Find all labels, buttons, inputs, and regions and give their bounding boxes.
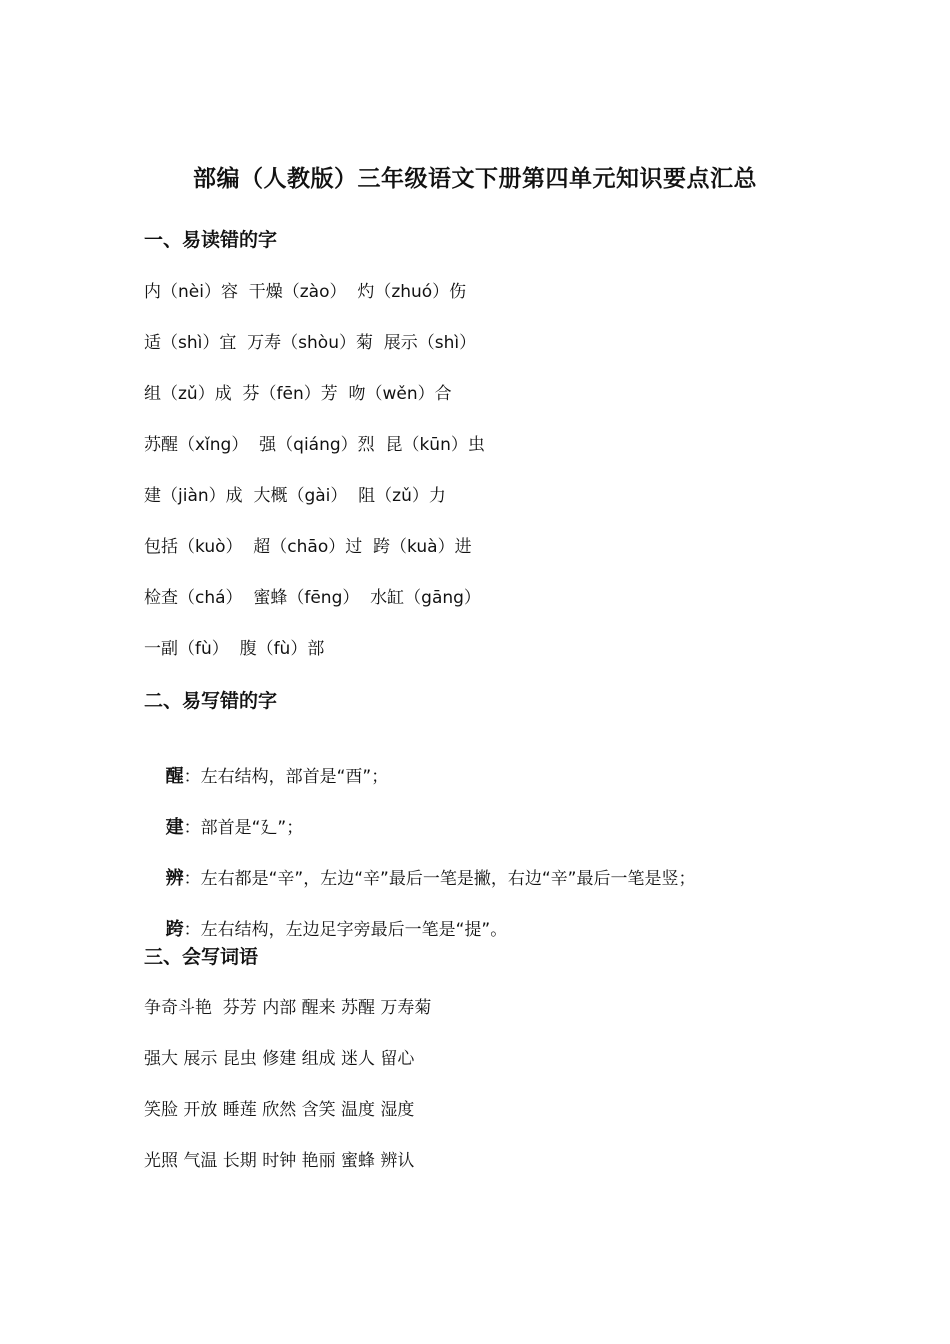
char-desc: ：左右结构，部首是“酉”； — [183, 767, 389, 787]
pinyin-line: 建（jiàn）成 大概（gài） 阻（zǔ）力 — [144, 486, 446, 506]
page-title: 部编（人教版）三年级语文下册第四单元知识要点汇总 — [193, 166, 757, 192]
char-desc: ：部首是“廴”； — [183, 818, 304, 838]
pinyin-line: 内（nèi）容 干燥（zào） 灼（zhuó）伤 — [144, 282, 467, 302]
pinyin-line: 一副（fù） 腹（fù）部 — [144, 639, 325, 659]
char-term: 醒 — [165, 766, 184, 787]
pinyin-line: 组（zǔ）成 芬（fēn）芳 吻（wěn）合 — [144, 384, 452, 404]
char-term: 跨 — [165, 919, 184, 940]
char-desc: ：左右结构，左边足字旁最后一笔是“提”。 — [183, 920, 508, 940]
pinyin-line: 适（shì）宜 万寿（shòu）菊 展示（shì） — [144, 333, 477, 353]
vocab-line: 强大 展示 昆虫 修建 组成 迷人 留心 — [144, 1049, 415, 1069]
vocab-line: 争奇斗艳 芬芳 内部 醒来 苏醒 万寿菊 — [144, 998, 432, 1018]
pinyin-line: 检查（chá） 蜜蜂（fēng） 水缸（gāng） — [144, 588, 481, 608]
pinyin-line: 苏醒（xǐng） 强（qiáng）烈 昆（kūn）虫 — [144, 435, 485, 455]
vocab-line: 光照 气温 长期 时钟 艳丽 蜜蜂 辨认 — [144, 1151, 415, 1171]
section-heading-vocabulary: 三、会写词语 — [144, 946, 259, 968]
char-term: 建 — [165, 817, 184, 838]
char-desc: ：左右都是“辛”，左边“辛”最后一笔是撇，右边“辛”最后一笔是竖； — [183, 869, 696, 889]
section-heading-misread: 一、易读错的字 — [144, 229, 278, 251]
pinyin-line: 包括（kuò） 超（chāo）过 跨（kuà）进 — [144, 537, 472, 557]
char-term: 辨 — [165, 868, 184, 889]
vocab-line: 笑脸 开放 睡莲 欣然 含笑 温度 湿度 — [144, 1100, 415, 1120]
section-heading-miswritten: 二、易写错的字 — [144, 690, 278, 712]
